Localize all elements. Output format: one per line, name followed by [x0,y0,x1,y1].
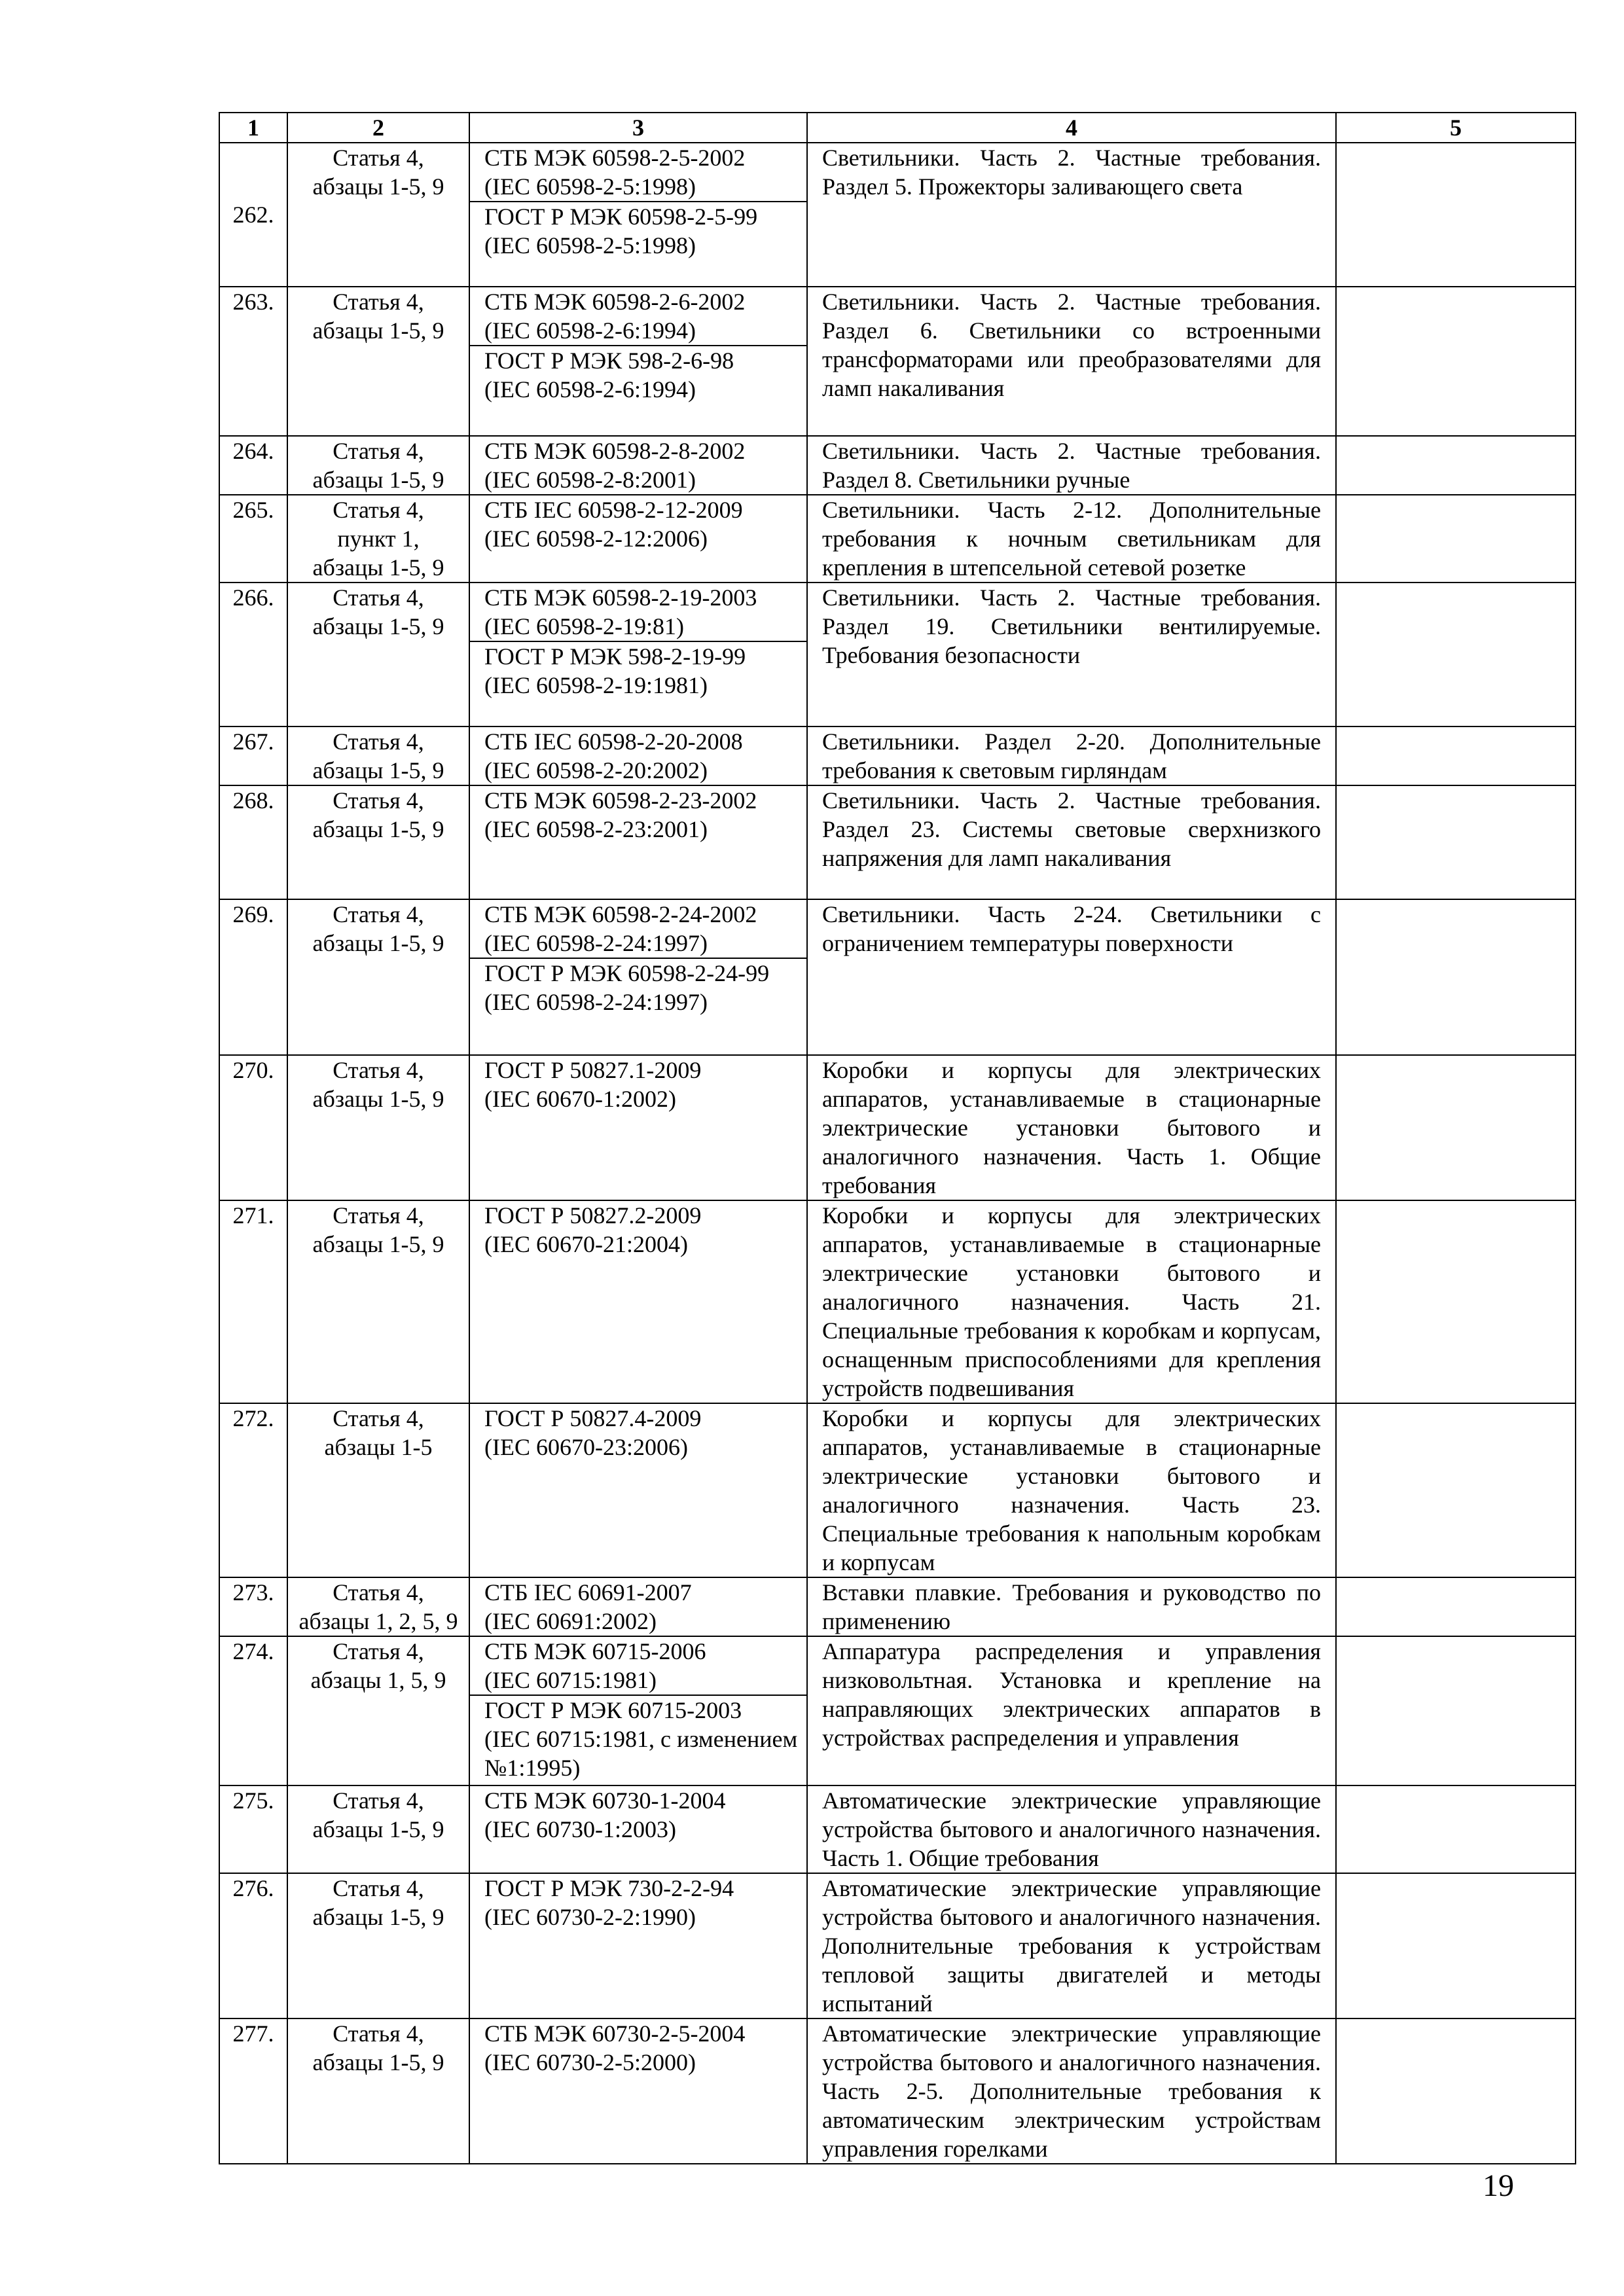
standard-entry [470,1695,806,1782]
standard-line: (IEC 60670-23:2006) [484,1434,688,1460]
standard-title: Автоматические электрические управляющие устройства бытового и аналогичного назначения. Дополнительные требования к устройствам тепловой защиты двигателей и методы испытаний [807,1873,1336,2018]
standard-designation [469,1055,807,1200]
standard-entry [470,345,806,404]
standard-entry [470,1578,806,1636]
standard-line: (IEC 60691:2002) [484,1608,657,1634]
article-reference [287,495,469,583]
standard-designation [469,785,807,899]
standard-line: ГОСТ Р МЭК 598-2-6-98 [484,348,734,374]
standard-title: Светильники. Часть 2-12. Дополнительные требования к ночным светильникам для крепления в штепсельной сетевой розетке [807,495,1336,583]
article-line: абзацы 1, 5, 9 [310,1667,446,1693]
article-line: абзацы 1-5, 9 [312,1816,444,1842]
table-row [219,1200,1576,1403]
standard-entry [470,437,806,494]
article-line: абзацы 1, 2, 5, 9 [298,1608,458,1634]
standard-entry [470,786,806,844]
standard-line: (IEC 60598-2-6:1994) [484,317,696,344]
article-line: Статья 4, [333,1057,424,1083]
standard-title: Светильники. Часть 2. Частные требования. Раздел 6. Светильники со встроенными трансформаторами или преобразователями для ламп накаливания [807,287,1336,436]
table-row [219,899,1576,1055]
article-reference [287,1873,469,2018]
article-line: абзацы 1-5, 9 [312,317,444,344]
row-number: 276. [219,1873,287,2018]
header-row [219,113,1576,143]
article-line: абзацы 1-5, 9 [312,467,444,493]
standard-title: Светильники. Часть 2. Частные требования. Раздел 19. Светильники вентилируемые. Требования безопасности [807,583,1336,726]
row-number: 273. [219,1577,287,1636]
table-row [219,583,1576,726]
note-cell [1336,287,1576,436]
standard-line: СТБ IEC 60691-2007 [484,1579,692,1605]
standard-entry [470,641,806,700]
standard-title: Автоматические электрические управляющие устройства бытового и аналогичного назначения. Часть 1. Общие требования [807,1785,1336,1873]
row-number: 277. [219,2018,287,2164]
note-cell [1336,436,1576,495]
standard-line: (IEC 60670-1:2002) [484,1086,676,1112]
row-number: 265. [219,495,287,583]
standard-designation [469,143,807,287]
standard-line: ГОСТ Р 50827.2-2009 [484,1202,702,1229]
article-reference [287,1055,469,1200]
article-line: Статья 4, [333,289,424,315]
standard-line: СТБ МЭК 60598-2-23-2002 [484,787,757,814]
standard-line: ГОСТ Р МЭК 60598-2-5-99 [484,204,758,230]
article-line: Статья 4, [333,901,424,927]
standard-line: (IEC 60598-2-20:2002) [484,757,708,783]
table-row [219,1577,1576,1636]
note-cell [1336,1200,1576,1403]
header-cell-4: 4 [807,113,1336,143]
table-row [219,495,1576,583]
article-line: Статья 4, [333,1787,424,1814]
table-row [219,1636,1576,1785]
row-number: 264. [219,436,287,495]
article-line: Статья 4, [333,2020,424,2047]
row-number: 262. [219,143,287,287]
header-cell-3: 3 [469,113,807,143]
standard-line: (IEC 60598-2-19:1981) [484,672,708,698]
standard-line: (IEC 60715:1981) [484,1667,657,1693]
note-cell [1336,495,1576,583]
note-cell [1336,1785,1576,1873]
row-number: 269. [219,899,287,1055]
row-number: 263. [219,287,287,436]
standard-designation [469,1785,807,1873]
page-number: 19 [1483,2168,1514,2203]
note-cell [1336,143,1576,287]
standard-line: СТБ МЭК 60598-2-24-2002 [484,901,757,927]
article-line: абзацы 1-5, 9 [312,930,444,956]
row-number: 268. [219,785,287,899]
note-cell [1336,583,1576,726]
standard-title: Светильники. Раздел 2-20. Дополнительные требования к световым гирляндам [807,726,1336,785]
standard-entry [470,900,806,958]
standard-designation [469,436,807,495]
standard-entry [470,287,806,345]
standard-line: (IEC 60598-2-23:2001) [484,816,708,842]
article-reference [287,1577,469,1636]
standard-designation [469,1636,807,1785]
table-row [219,2018,1576,2164]
article-line: абзацы 1-5, 9 [312,173,444,200]
article-reference [287,785,469,899]
header-cell-1: 1 [219,113,287,143]
article-reference [287,287,469,436]
article-line: Статья 4, [333,728,424,755]
table-row [219,287,1576,436]
note-cell [1336,726,1576,785]
article-line: пункт 1, [337,526,420,552]
row-number: 271. [219,1200,287,1403]
standard-line: (IEC 60598-2-12:2006) [484,526,708,552]
standard-title: Аппаратура распределения и управления низковольтная. Установка и крепление на направляющих электрических аппаратов в устройствах распределения и управления [807,1636,1336,1785]
standard-designation [469,1873,807,2018]
note-cell [1336,899,1576,1055]
note-cell [1336,785,1576,899]
standard-title: Коробки и корпусы для электрических аппаратов, устанавливаемые в стационарные электрические установки бытового и аналогичного назначения. Часть 1. Общие требования [807,1055,1336,1200]
article-line: абзацы 1-5, 9 [312,757,444,783]
standard-line: СТБ МЭК 60598-2-19-2003 [484,584,757,611]
standard-entry [470,1201,806,1259]
standard-entry [470,583,806,641]
table-row [219,143,1576,287]
standard-title: Светильники. Часть 2. Частные требования. Раздел 5. Прожекторы заливающего света [807,143,1336,287]
standard-designation [469,726,807,785]
article-line: Статья 4, [333,1579,424,1605]
article-line: абзацы 1-5 [324,1434,433,1460]
table-row [219,785,1576,899]
standard-line: СТБ IEC 60598-2-20-2008 [484,728,743,755]
standard-line: (IEC 60730-2-2:1990) [484,1904,696,1930]
article-line: Статья 4, [333,584,424,611]
standard-designation [469,2018,807,2164]
standard-line: (IEC 60598-2-19:81) [484,613,684,639]
standard-designation [469,899,807,1055]
standard-line: СТБ МЭК 60598-2-5-2002 [484,145,746,171]
article-line: Статья 4, [333,787,424,814]
table-row [219,1785,1576,1873]
standard-line: (IEC 60598-2-5:1998) [484,232,696,259]
header-cell-2: 2 [287,113,469,143]
article-line: Статья 4, [333,438,424,464]
standard-entry [470,495,806,553]
standard-title: Коробки и корпусы для электрических аппаратов, устанавливаемые в стационарные электрические установки бытового и аналогичного назначения. Часть 23. Специальные требования к напольным коробкам и корпусам [807,1403,1336,1577]
article-reference [287,1636,469,1785]
standard-line: (IEC 60598-2-8:2001) [484,467,696,493]
article-reference [287,436,469,495]
standard-line: (IEC 60730-1:2003) [484,1816,676,1842]
article-line: Статья 4, [333,1638,424,1664]
standard-entry [470,1786,806,1844]
standard-line: ГОСТ Р МЭК 730-2-2-94 [484,1875,734,1901]
standard-entry [470,958,806,1016]
standard-title: Вставки плавкие. Требования и руководство по применению [807,1577,1336,1636]
standard-designation [469,495,807,583]
standard-title: Светильники. Часть 2. Частные требования. Раздел 8. Светильники ручные [807,436,1336,495]
standard-line: СТБ МЭК 60730-1-2004 [484,1787,726,1814]
standard-line: (IEC 60715:1981, с изменением [484,1726,798,1752]
row-number: 266. [219,583,287,726]
standard-line: ГОСТ Р 50827.4-2009 [484,1405,702,1431]
standard-line: СТБ МЭК 60598-2-6-2002 [484,289,746,315]
standard-title: Светильники. Часть 2. Частные требования. Раздел 23. Системы световые сверхнизкого напряжения для ламп накаливания [807,785,1336,899]
article-line: Статья 4, [333,1875,424,1901]
standard-designation [469,1403,807,1577]
standard-entry [470,2019,806,2077]
standard-entry [470,1874,806,1931]
table-body [219,113,1576,2164]
article-line: Статья 4, [333,145,424,171]
standard-line: (IEC 60598-2-24:1997) [484,989,708,1015]
article-line: абзацы 1-5, 9 [312,1231,444,1257]
standard-entry [470,1637,806,1695]
standard-entry [470,727,806,785]
standard-designation [469,1200,807,1403]
note-cell [1336,1577,1576,1636]
note-cell [1336,1636,1576,1785]
standard-line: №1:1995) [484,1755,581,1781]
standard-designation [469,583,807,726]
note-cell [1336,1055,1576,1200]
standards-table [219,112,1576,2164]
standard-line: (IEC 60598-2-5:1998) [484,173,696,200]
standard-line: (IEC 60730-2-5:2000) [484,2049,696,2075]
standard-line: СТБ МЭК 60598-2-8-2002 [484,438,746,464]
standard-entry [470,201,806,260]
article-line: Статья 4, [333,1405,424,1431]
standard-title: Светильники. Часть 2-24. Светильники с ограничением температуры поверхности [807,899,1336,1055]
article-reference [287,143,469,287]
row-number: 270. [219,1055,287,1200]
standard-designation [469,1577,807,1636]
article-line: абзацы 1-5, 9 [312,1086,444,1112]
header-cell-5: 5 [1336,113,1576,143]
note-cell [1336,1403,1576,1577]
table-row [219,1055,1576,1200]
standard-line: ГОСТ Р МЭК 598-2-19-99 [484,643,746,670]
standard-line: ГОСТ Р МЭК 60598-2-24-99 [484,960,770,986]
article-line: Статья 4, [333,1202,424,1229]
article-line: абзацы 1-5, 9 [312,613,444,639]
standard-line: (IEC 60598-2-24:1997) [484,930,708,956]
note-cell [1336,1873,1576,2018]
article-reference [287,2018,469,2164]
note-cell [1336,2018,1576,2164]
standard-line: СТБ IEC 60598-2-12-2009 [484,497,743,523]
article-line: абзацы 1-5, 9 [312,816,444,842]
standard-line: ГОСТ Р МЭК 60715-2003 [484,1697,742,1723]
article-reference [287,726,469,785]
standard-line: СТБ МЭК 60715-2006 [484,1638,706,1664]
table-row [219,726,1576,785]
standard-entry [470,1404,806,1462]
standard-line: (IEC 60670-21:2004) [484,1231,688,1257]
article-reference [287,583,469,726]
table-row [219,1403,1576,1577]
row-number: 275. [219,1785,287,1873]
standard-designation [469,287,807,436]
standard-title: Коробки и корпусы для электрических аппаратов, устанавливаемые в стационарные электрические установки бытового и аналогичного назначения. Часть 21. Специальные требования к коробкам и корпусам, оснащенным приспособлениями для крепления устройств подвешивания [807,1200,1336,1403]
article-reference [287,1403,469,1577]
article-reference [287,1785,469,1873]
article-line: абзацы 1-5, 9 [312,554,444,581]
standard-entry [470,1056,806,1113]
article-line: абзацы 1-5, 9 [312,2049,444,2075]
row-number: 272. [219,1403,287,1577]
standard-line: (IEC 60598-2-6:1994) [484,376,696,403]
standard-entry [470,143,806,201]
article-reference [287,1200,469,1403]
row-number: 267. [219,726,287,785]
table-row [219,1873,1576,2018]
article-line: Статья 4, [333,497,424,523]
row-number: 274. [219,1636,287,1785]
article-line: абзацы 1-5, 9 [312,1904,444,1930]
article-reference [287,899,469,1055]
standard-title: Автоматические электрические управляющие устройства бытового и аналогичного назначения. Часть 2-5. Дополнительные требования к автоматическим электрическим устройствам управления горелками [807,2018,1336,2164]
standard-line: СТБ МЭК 60730-2-5-2004 [484,2020,746,2047]
table-row [219,436,1576,495]
standard-line: ГОСТ Р 50827.1-2009 [484,1057,702,1083]
